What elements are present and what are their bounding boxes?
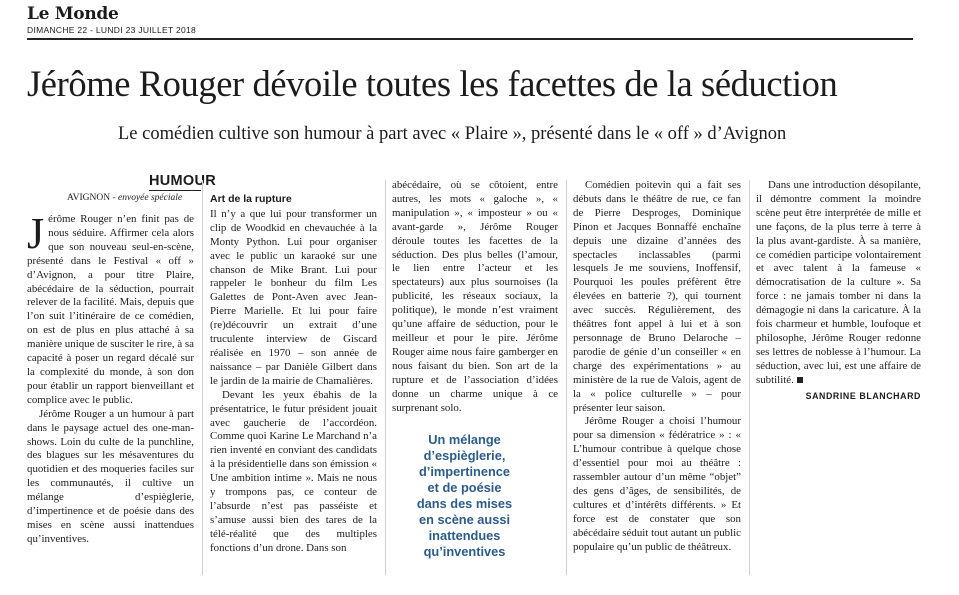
newspaper-logo: Le Monde <box>27 4 119 24</box>
pull-quote: Un mélange d’espièglerie, d’impertinence et de poésie dans des mises en scène aussi inattendues qu’inventives <box>416 432 513 559</box>
paragraph: érôme Rouger n’en finit pas de nous séduire. Affirmer cela alors que son nouveau seul-en-scène, présenté dans le Festival « off » d’Avignon, a pour titre Plaire, abécédaire de la séduction, pourrait relever de la facilité. Mais, depuis que l’on suit l’itinéraire de ce comédien, on est de plus en plus attaché à sa manière unique de susciter le rire, à sa capacité à poser un regard décalé sur la complexité du monde, à son don pour établir un rapport bienveillant et complice avec le public. <box>27 213 194 406</box>
article-column-2 <box>210 193 377 556</box>
dateline-role: envoyée spéciale <box>118 193 183 203</box>
dateline-place: AVIGNON <box>67 193 111 203</box>
dateline: AVIGNON - envoyée spéciale <box>67 193 183 203</box>
article-headline: Jérôme Rouger dévoile toutes les facettes de la séduction <box>27 63 838 104</box>
subheading: Art de la rupture <box>210 193 292 205</box>
article-deck: Le comédien cultive son humour à part avec « Plaire », présenté dans le « off » d’Avignon <box>118 124 787 144</box>
paragraph: abécédaire, où se côtoient, entre autres, les mots « galoche », « manipulation », « imposteur » ou « avant-garde », Jérôme Rouger déroule toutes les facettes de la séduction. Des plus belles (l’amour, le lien entre l’acteur et les spectateurs) aux plus sournoises (la publicité, les réseaux sociaux, la politique), le monde n’est vraiment qu’une affaire de séduction, pour le meilleur et pour le pire. Jérôme Rouger aime nous faire gamberger en nous faisant du bien. Son art de la rupture et de l’association d’idées donne un charme unique à ce surprenant solo. <box>392 179 558 414</box>
masthead-rule <box>27 38 913 40</box>
article-column-1 <box>27 209 194 547</box>
section-rubric: HUMOUR <box>149 173 217 189</box>
article-column-4 <box>573 179 741 554</box>
paragraph: Comédien poitevin qui a fait ses débuts dans le théâtre de rue, ce fan de Pierre Desproges, Dominique Pinon et Jacques Bonnaffé enchaîne depuis une dizaine d’années des spectacles inclassables (parmi lesquels Je me souviens, Inoffensif, Pourquoi les poules préfèrent être élevées en batterie ?), qui tournent avec succès. Régulièrement, des théâtres font appel à lui et à son personnage de Bruno Delaroche – parodie de génie d’un conseiller « en charge des expérimentations » au ministère de la rue de Valois, agent de la « police culturelle » – pour présenter leur saison. <box>573 179 741 414</box>
paragraph: Jérôme Rouger a choisi l’humour pour sa dimension « fédératrice » : « L’humour contribue à quelque chose d’essentiel pour moi au théâtre : rassembler autour d’un même “objet” des gens d’âges, de sensibilités, de cultures et d’intérêts différents. » Et force est de constater que son abécédaire séduit tout autant un public populaire qu’un public de théâtreux. <box>573 415 741 553</box>
drop-cap: J <box>27 209 45 258</box>
closing-text: Dans une introduction désopilante, il démontre comment la moindre scène peut être interprétée de mille et une façons, de la plus terre à terre à la plus avant-gardiste. À sa manière, ce comédien participe volontairement et avec talent à la fameuse « démocratisation de la culture ». Sa force : ne jamais tomber ni dans la démagogie ni dans la caricature. À la fois charmeur et humble, loufoque et philosophe, Jérôme Rouger redonne ses lettres de noblesse à l’humour. La séduction, avec lui, est une affaire de subtilité. <box>756 179 921 386</box>
column-rule <box>566 180 567 575</box>
article-column-3 <box>392 179 558 415</box>
column-rule <box>202 180 203 575</box>
paragraph: Il n’y a que lui pour transformer un clip de Woodkid en chevauchée à la Monty Python. Lui pour organiser avec le public un karaoké sur une chanson de Mike Brant. Lui pour rappeler le bonheur du film Les Galettes de Pont-Aven avec Jean-Pierre Marielle. Et lui pour faire (re)découvrir un extrait d’une truculente interview de Giscard réalisée en 1970 – son année de naissance – par Danièle Gilbert dans le jardin de la mairie de Chamalières. <box>210 207 377 387</box>
rubric-rule <box>149 190 201 191</box>
column-rule <box>749 180 750 575</box>
author-byline: SANDRINE BLANCHARD <box>805 390 921 401</box>
end-mark <box>797 377 803 383</box>
paragraph: Devant les yeux ébahis de la présentatrice, le futur président jouait avec gaucherie de l’accordéon. Comme quoi Karine Le Marchand n’a rien inventé en conviant des candidats à la présidentielle dans son émission « Une ambition intime ». Mais ne nous y trompons pas, ce conteur de l’absurde n’est pas passéiste et s’amuse aussi bien des tares de la télé-réalité que des multiples fonctions d’un drone. Dans son <box>210 388 377 554</box>
paragraph <box>756 179 921 388</box>
column-rule <box>385 180 386 575</box>
issue-date: DIMANCHE 22 - LUNDI 23 JUILLET 2018 <box>27 25 197 35</box>
paragraph: Jérôme Rouger a un humour à part dans le paysage actuel des one-man-shows. Loin du culte de la punchline, des blagues sur les mésaventures du quotidien et des moqueries faciles sur les communautés, il cultive un mélange d’espièglerie, d’impertinence et de poésie dans des mises en scène aussi inattendues qu’inventives. <box>27 407 194 545</box>
article-column-5 <box>756 179 921 404</box>
